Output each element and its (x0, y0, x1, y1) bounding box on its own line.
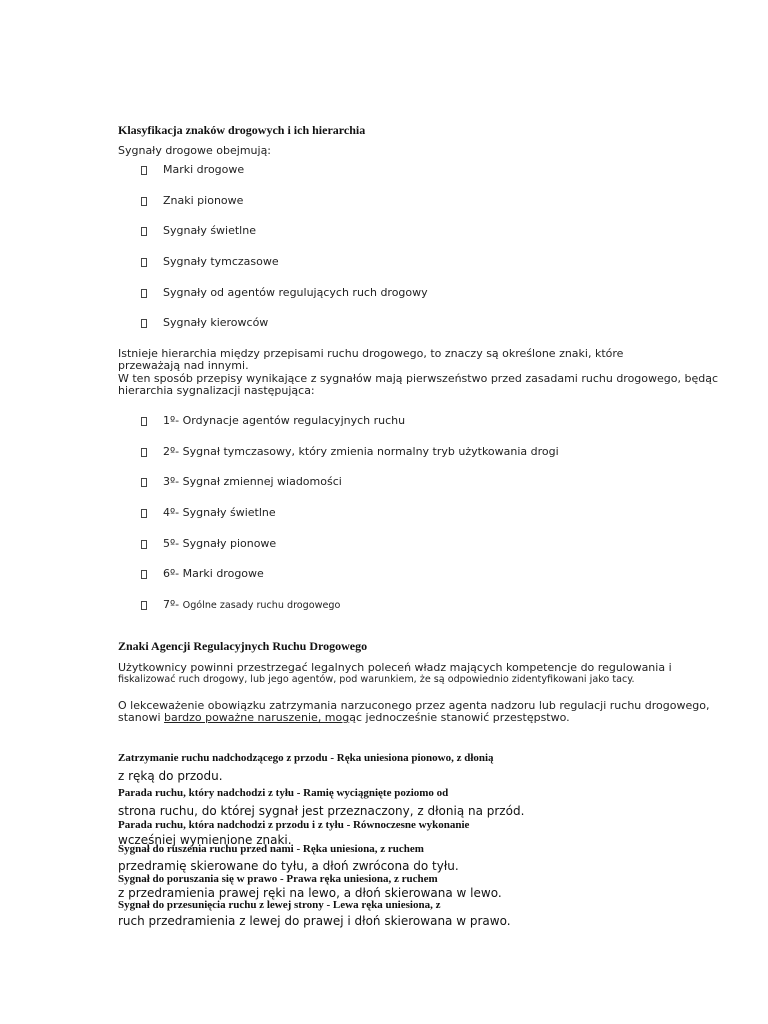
bullet-icon (141, 166, 147, 175)
paragraph-line: hierarchia sygnalizacji następująca: (118, 384, 315, 397)
hierarchy-item: 3º- Sygnał zmiennej wiadomości (163, 475, 342, 488)
signal-title: Zatrzymanie ruchu nadchodzącego z przodu - Ręka uniesiona pionowo, z dłonią (118, 752, 494, 764)
signal-title: Sygnał do poruszania się w prawo - Prawa ręka uniesiona, z ruchem (118, 873, 438, 885)
list-item: Sygnały od agentów regulujących ruch drogowy (163, 286, 428, 299)
hierarchy-item-prefix: 7º- (163, 598, 183, 611)
hierarchy-item-label: Ogólne zasady ruchu drogowego (182, 600, 341, 611)
bullet-icon (141, 258, 147, 267)
signal-description: wcześniej wymienione znaki. (118, 833, 292, 847)
list-item: Sygnały kierowców (163, 316, 269, 329)
signal-description: strona ruchu, do której sygnał jest przeznaczony, z dłonią na przód. (118, 804, 525, 818)
underlined-text: bardzo poważne naruszenie, mog (164, 711, 350, 724)
bullet-icon (141, 197, 147, 206)
bullet-icon (141, 319, 147, 328)
bullet-icon (141, 417, 147, 426)
signal-title: Sygnał do ruszenia ruchu przed nami - Ręka uniesiona, z ruchem (118, 843, 424, 855)
hierarchy-item: 1º- Ordynacje agentów regulacyjnych ruchu (163, 414, 406, 427)
intro-text: Sygnały drogowe obejmują: (118, 144, 272, 157)
list-item: Marki drogowe (163, 163, 245, 176)
bullet-icon (141, 540, 147, 549)
signal-description: przedramię skierowane do tyłu, a dłoń zwrócona do tyłu. (118, 859, 459, 873)
signal-description: z przedramienia prawej ręki na lewo, a dłoń skierowana w lewo. (118, 886, 502, 900)
paragraph-line: Istnieje hierarchia między przepisami ruchu drogowego, to znaczy są określone znaki, które (118, 347, 624, 360)
text-span: stanowi (118, 711, 165, 724)
hierarchy-item: 6º- Marki drogowe (163, 567, 264, 580)
section-heading-agents: Znaki Agencji Regulacyjnych Ruchu Drogowego (118, 639, 368, 653)
paragraph-line (118, 711, 570, 724)
list-item: Sygnały tymczasowe (163, 255, 279, 268)
bullet-icon (141, 570, 147, 579)
list-item: Sygnały świetlne (163, 224, 256, 237)
paragraph-line: fiskalizować ruch drogowy, lub jego agentów, pod warunkiem, że są odpowiednio zidentyfikowani jako tacy. (118, 674, 635, 685)
bullet-icon (141, 227, 147, 236)
hierarchy-item: 4º- Sygnały świetlne (163, 506, 276, 519)
bullet-icon (141, 478, 147, 487)
hierarchy-item (163, 598, 340, 611)
hierarchy-item: 2º- Sygnał tymczasowy, który zmienia normalny tryb użytkowania drogi (163, 445, 559, 458)
bullet-icon (141, 509, 147, 518)
signal-description: z ręką do przodu. (118, 769, 223, 783)
list-item: Znaki pionowe (163, 194, 244, 207)
bullet-icon (141, 289, 147, 298)
signal-title: Parada ruchu, która nadchodzi z przodu i z tyłu - Równoczesne wykonanie (118, 819, 470, 831)
paragraph-line: W ten sposób przepisy wynikające z sygnałów mają pierwszeństwo przed zasadami ruchu drogowego, będąc (118, 372, 719, 385)
signal-title: Parada ruchu, który nadchodzi z tyłu - Ramię wyciągnięte poziomo od (118, 787, 449, 799)
paragraph-line: przeważają nad innymi. (118, 359, 249, 372)
bullet-icon (141, 448, 147, 457)
section-heading-classification: Klasyfikacja znaków drogowych i ich hierarchia (118, 123, 366, 137)
paragraph-line: Użytkownicy powinni przestrzegać legalnych poleceń władz mających kompetencje do regulowania i (118, 661, 672, 674)
hierarchy-item: 5º- Sygnały pionowe (163, 537, 277, 550)
signal-title: Sygnał do przesunięcia ruchu z lewej strony - Lewa ręka uniesiona, z (118, 899, 441, 911)
paragraph-line: O lekceważenie obowiązku zatrzymania narzuconego przez agenta nadzoru lub regulacji ruchu drogowego, (118, 699, 710, 712)
signal-description: ruch przedramienia z lewej do prawej i dłoń skierowana w prawo. (118, 914, 511, 928)
bullet-icon (141, 601, 147, 610)
text-span: ąc jednocześnie stanowić przestępstwo. (349, 711, 570, 724)
